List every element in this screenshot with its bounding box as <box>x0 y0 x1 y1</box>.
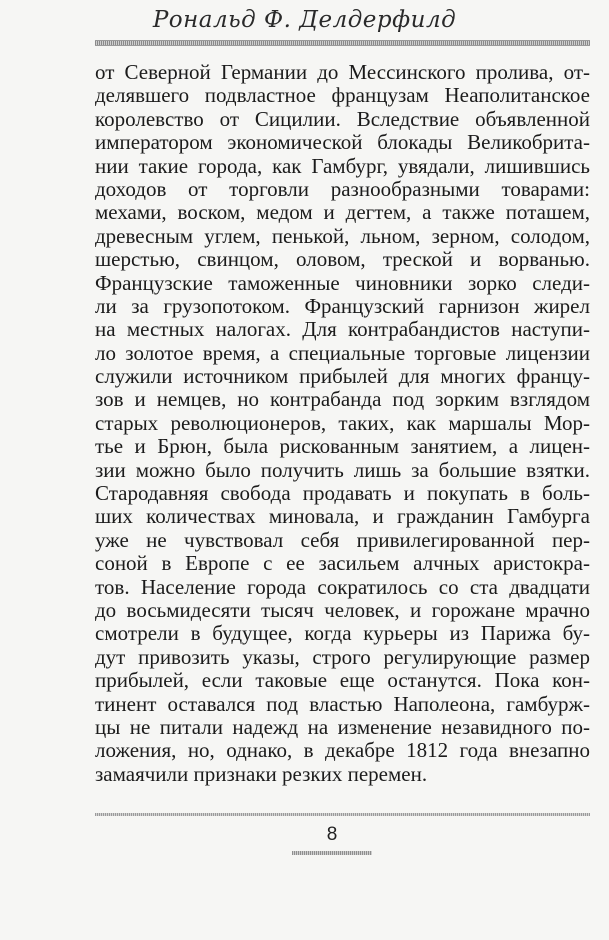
text-line: старых революционеров, таких, как маршалы Мор- <box>95 411 590 435</box>
text-line: ли за грузопотоком. Французский гарнизон жирел <box>95 294 590 318</box>
text-line: делявшего подвластное французам Неаполитанское <box>95 84 590 108</box>
text-line: Стародавняя свобода продавать и покупать в боль- <box>95 482 590 506</box>
text-line: тинент оставался под властью Наполеона, гамбурж- <box>95 692 590 716</box>
text-line: смотрели в будущее, когда курьеры из Парижа бу- <box>95 622 590 646</box>
text-line: шерстью, свинцом, оловом, треской и ворванью. <box>95 248 590 272</box>
text-line: уже не чувствовал себя привилегированной пер- <box>95 528 590 552</box>
text-line: ших количествах миновала, и гражданин Гамбурга <box>95 505 590 529</box>
text-line: прибылей, если таковые еще останутся. Пока кон- <box>95 669 590 693</box>
text-line: доходов от торговли разнообразными товарами: <box>95 177 590 201</box>
text-line: от Северной Германии до Мессинского пролива, от- <box>95 61 590 84</box>
text-line: нии такие города, как Гамбург, увядали, лишившись <box>95 154 590 178</box>
page-number: 8 <box>326 824 338 845</box>
text-line: древесным углем, пенькой, льном, зерном, солодом, <box>95 224 590 248</box>
text-line: зии можно было получить лишь за большие взятки. <box>95 458 590 482</box>
text-line: королевство от Сицилии. Вследствие объявленной <box>95 107 590 131</box>
footer-rule <box>95 813 590 816</box>
body-text <box>95 61 590 786</box>
text-line: ло золотое время, а специальные торговые лицензии <box>95 341 590 365</box>
running-head-author: Рональд Ф. Делдерфилд <box>152 7 457 33</box>
text-line: мехами, воском, медом и дегтем, а также поташем, <box>95 201 590 225</box>
text-line: замаячили признаки резких перемен. <box>95 762 428 786</box>
text-line: тье и Брюн, была рискованным занятием, а лицен- <box>95 435 590 459</box>
text-line: до восьмидесяти тысяч человек, и горожане мрачно <box>95 598 590 622</box>
page-number-rule <box>292 851 372 855</box>
text-line: цы не питали надежд на изменение незавидного по- <box>95 715 590 739</box>
text-line: ложения, но, однако, в декабре 1812 года внезапно <box>95 739 590 763</box>
text-line: императором экономической блокады Великобрита- <box>95 131 590 155</box>
text-line: на местных налогах. Для контрабандистов наступи- <box>95 318 590 342</box>
text-line: дут привозить указы, строго регулирующие размер <box>95 645 590 669</box>
text-line: Французские таможенные чиновники зорко следи- <box>95 271 590 295</box>
text-line: зов и немцев, но контрабанда под зорким взглядом <box>95 388 590 412</box>
text-line: служили источником прибылей для многих францу- <box>95 365 590 389</box>
text-line: соной в Европе с ее засильем алчных аристокра- <box>95 552 590 576</box>
text-line: тов. Население города сократилось со ста двадцати <box>95 575 590 599</box>
header-rule <box>95 40 590 46</box>
